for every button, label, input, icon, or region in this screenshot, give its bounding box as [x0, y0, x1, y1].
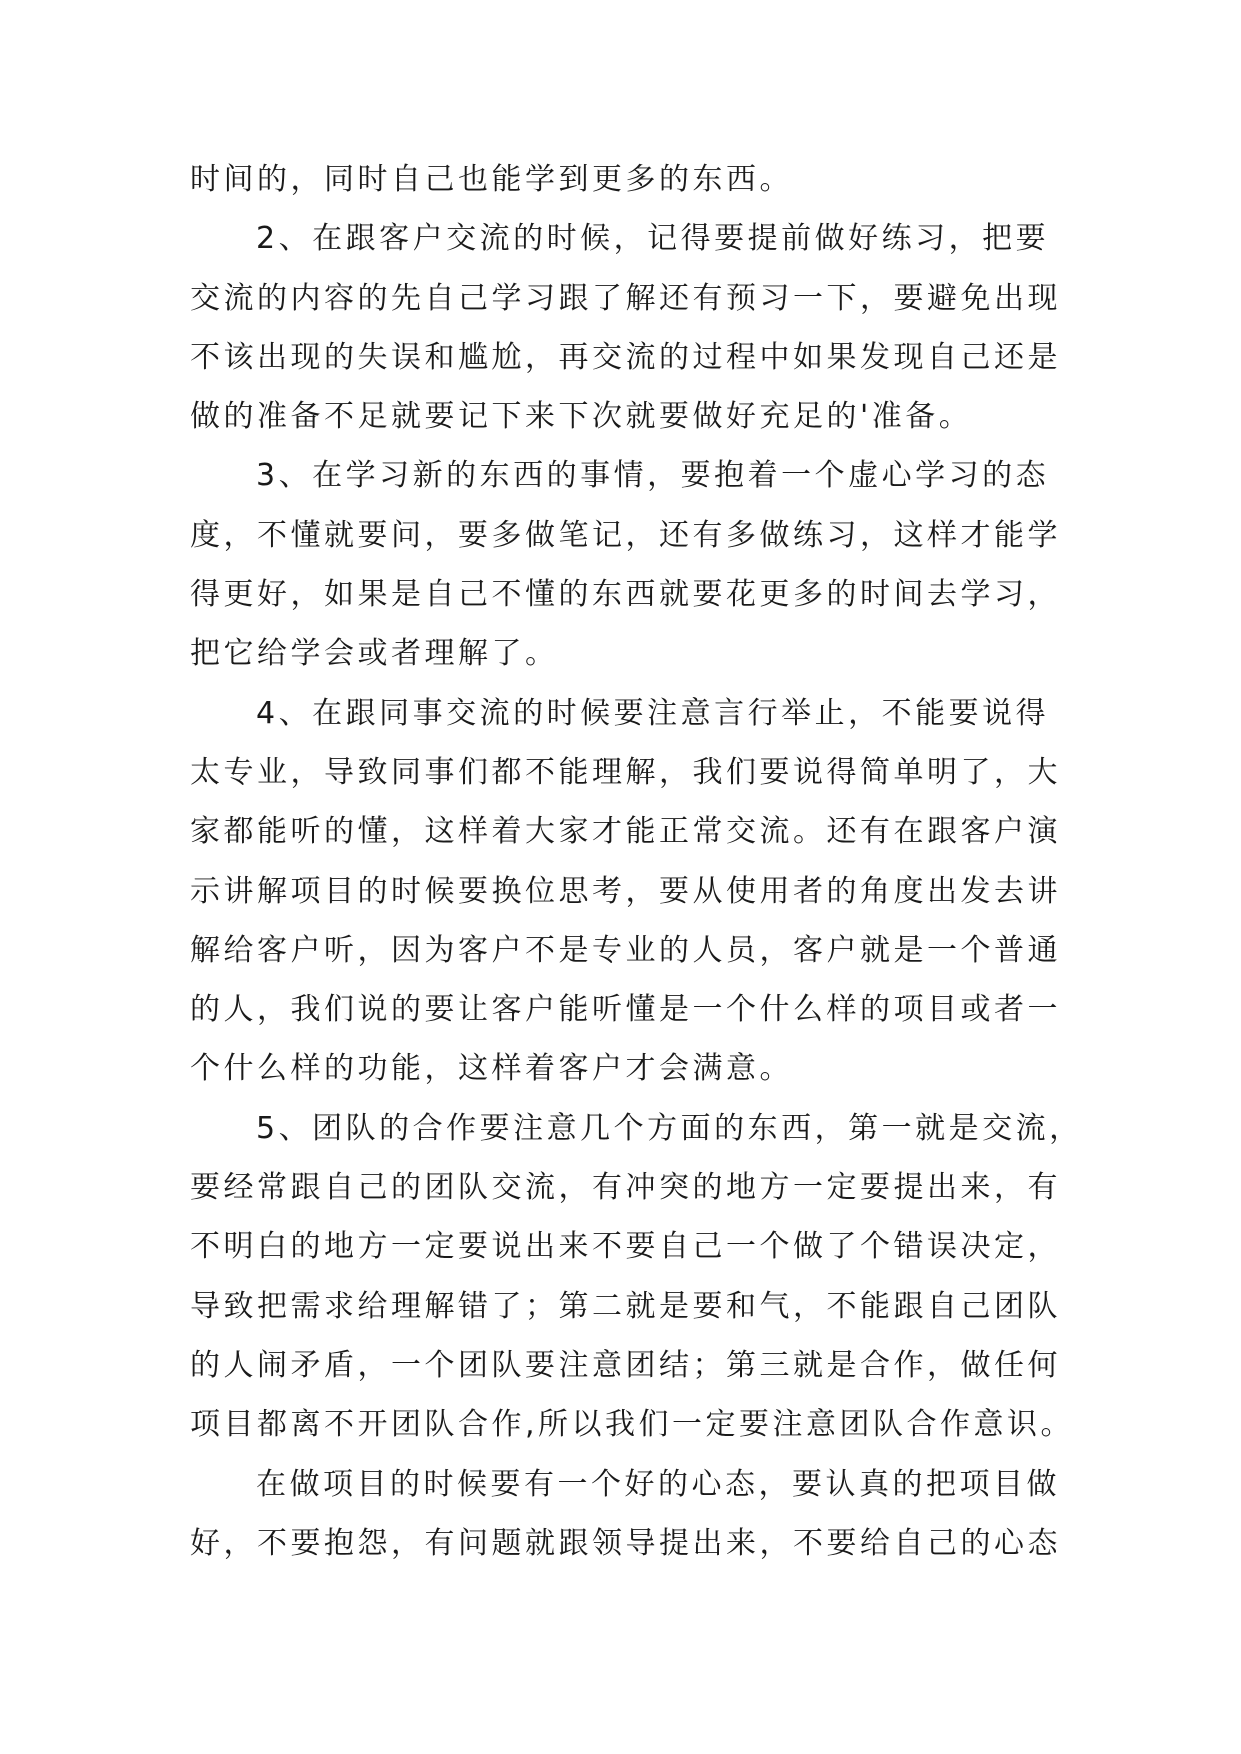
- text-line: 要经常跟自己的团队交流，有冲突的地方一定要提出来，有: [190, 1170, 1061, 1206]
- text-line: 得更好，如果是自己不懂的东西就要花更多的时间去学习，: [190, 577, 1061, 613]
- text-line: 2、在跟客户交流的时候，记得要提前做好练习，把要: [256, 221, 1050, 257]
- text-line: 项目都离不开团队合作,所以我们一定要注意团队合作意识。: [190, 1407, 1075, 1443]
- text-line: 的人闹矛盾，一个团队要注意团结；第三就是合作，做任何: [190, 1347, 1061, 1383]
- text-line: 家都能听的懂，这样着大家才能正常交流。还有在跟客户演: [190, 814, 1061, 850]
- text-line: 在做项目的时候要有一个好的心态，要认真的把项目做: [256, 1466, 1060, 1502]
- text-line: 度，不懂就要问，要多做笔记，还有多做练习，这样才能学: [190, 517, 1061, 553]
- text-line: 不明白的地方一定要说出来不要自己一个做了个错误决定，: [190, 1229, 1061, 1265]
- text-line: 个什么样的功能，这样着客户才会满意。: [190, 1051, 793, 1087]
- text-line: 导致把需求给理解错了；第二就是要和气，不能跟自己团队: [190, 1288, 1061, 1324]
- text-line: 示讲解项目的时候要换位思考，要从使用者的角度出发去讲: [190, 873, 1061, 909]
- text-line: 时间的，同时自己也能学到更多的东西。: [190, 162, 793, 197]
- text-line: 太专业，导致同事们都不能理解，我们要说得简单明了，大: [190, 754, 1061, 790]
- text-line: 4、在跟同事交流的时候要注意言行举止，不能要说得: [256, 695, 1050, 731]
- text-line: 交流的内容的先自己学习跟了解还有预习一下，要避免出现: [190, 280, 1061, 316]
- text-line: 解给客户听，因为客户不是专业的人员，客户就是一个普通: [190, 932, 1061, 968]
- text-line: 好，不要抱怨，有问题就跟领导提出来，不要给自己的心态: [190, 1525, 1061, 1561]
- text-line: 的人，我们说的要让客户能听懂是一个什么样的项目或者一: [190, 992, 1061, 1028]
- text-line: 不该出现的失误和尴尬，再交流的过程中如果发现自己还是: [190, 339, 1061, 375]
- text-line: 把它给学会或者理解了。: [190, 636, 559, 672]
- document-body: [190, 150, 1083, 1573]
- text-line: 5、团队的合作要注意几个方面的东西，第一就是交流，: [256, 1110, 1083, 1146]
- text-line: 3、在学习新的东西的事情，要抱着一个虚心学习的态: [256, 458, 1050, 494]
- text-line: 做的准备不足就要记下来下次就要做好充足的'准备。: [190, 399, 973, 435]
